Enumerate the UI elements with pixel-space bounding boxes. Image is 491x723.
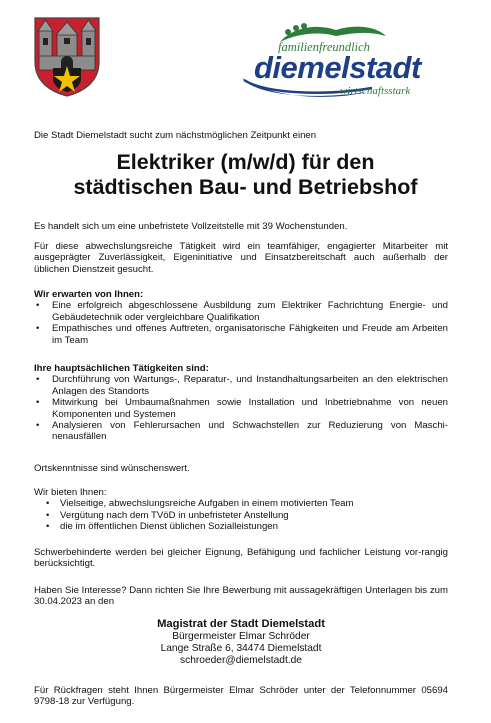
tasks-list: [34, 374, 448, 442]
list-item: • Durchführung von Wartungs-, Reparatur-, und Instandhaltungsarbeiten an den elektrischen Anlagen des Standorts: [34, 374, 448, 397]
contact-organization: Magistrat der Stadt Diemelstadt: [157, 618, 325, 630]
contact-address: Lange Straße 6, 34474 Diemelstadt: [160, 643, 322, 655]
job-title-line1: Elektriker (m/w/d) für den: [116, 150, 375, 174]
offer-heading: Wir bieten Ihnen:: [34, 487, 107, 498]
contact-person: Bürgermeister Elmar Schröder: [172, 631, 310, 642]
requirements-heading: Wir erwarten von Ihnen:: [34, 289, 144, 300]
local-knowledge-text: Ortskenntnisse sind wünschenswert.: [34, 463, 190, 474]
position-type-text: Es handelt sich um eine unbefristete Vollzeitstelle mit 39 Wochenstunden.: [34, 221, 348, 232]
requirements-list: [34, 300, 448, 346]
tasks-heading: Ihre hauptsächlichen Tätigkeiten sind:: [34, 363, 209, 374]
requirements-section: [34, 289, 448, 346]
offer-section: [34, 487, 448, 533]
job-title: [20, 150, 471, 200]
job-title-line2: städtischen Bau- und Betriebshof: [73, 175, 418, 199]
tasks-section: [34, 363, 448, 443]
list-item: • Empathisches und offenes Auftreten, organisatorische Fähigkeiten und Freude am Arbeiten im Team: [34, 323, 448, 346]
list-item: • die im öffentlichen Dienst üblichen Sozialleistungen: [34, 521, 448, 532]
offer-list: [34, 498, 448, 532]
list-item: • Eine erfolgreich abgeschlossene Ausbildung zum Elektriker Fachrichtung Energie- und Gebäudetechnik oder vergleichbare Qualifikation: [34, 300, 448, 323]
list-item: • Vielseitige, abwechslungsreiche Aufgaben in einem motivierten Team: [34, 498, 448, 509]
logo-tagline-top: familienfreundlich: [278, 40, 370, 54]
position-description: Für diese abwechslungsreiche Tätigkeit wird ein teamfähiger, engagierter Mitarbeiter mit ausgeprägter Zuverlässigkeit, Eigeninitiative und Einsatzbereitschaft auch außerhalb der üblichen Dienstzeit gesucht.: [34, 241, 448, 275]
logo-tagline-bottom: wirtschaftsstark: [340, 85, 411, 97]
intro-text: Die Stadt Diemelstadt sucht zum nächstmöglichen Zeitpunkt einen: [34, 130, 317, 141]
coat-of-arms: [33, 16, 101, 98]
list-item: • Vergütung nach dem TVöD in unbefristeter Anstellung: [34, 510, 448, 521]
list-item: • Analysieren von Fehlerursachen und Schwachstellen zur Reduzierung von Maschi-nenausfällen: [34, 420, 448, 443]
diemelstadt-logo: [236, 22, 454, 102]
application-instructions: Haben Sie Interesse? Dann richten Sie Ihre Bewerbung mit aussagekräftigen Unterlagen bis zum 30.04.2023 an den: [34, 585, 448, 608]
disability-notice: Schwerbehinderte werden bei gleicher Eignung, Befähigung und fachlicher Leistung vor-rangig berücksichtigt.: [34, 547, 448, 570]
logo-wordmark: diemelstadt: [254, 50, 421, 85]
footer-text: Für Rückfragen steht Ihnen Bürgermeister Elmar Schröder unter der Telefonnummer 05694 9798-18 zur Verfügung.: [34, 685, 448, 708]
contact-block: [34, 618, 448, 668]
list-item: • Mitwirkung bei Umbaumaßnahmen sowie Installation und Inbetriebnahme von neuen Komponenten und Systemen: [34, 397, 448, 420]
contact-email[interactable]: schroeder@diemelstadt.de: [180, 655, 302, 667]
